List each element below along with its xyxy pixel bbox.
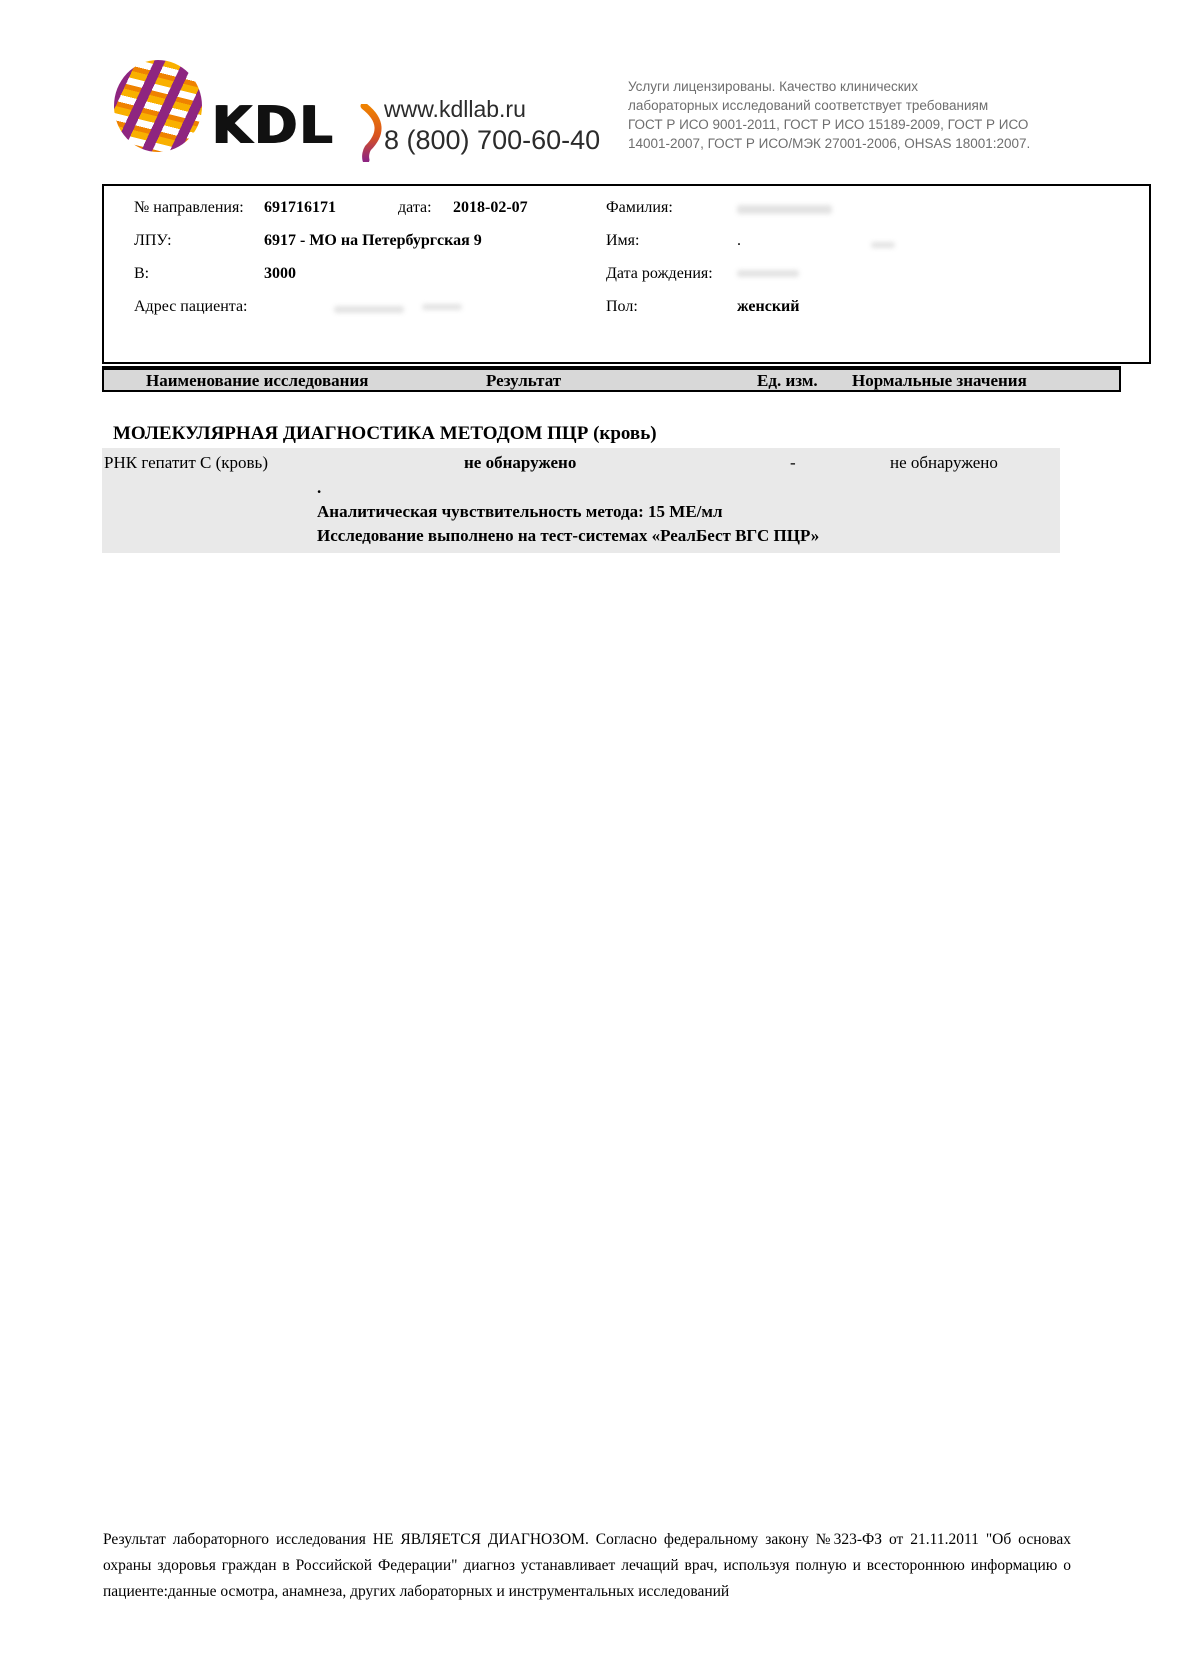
kdl-swoosh-icon bbox=[360, 104, 386, 162]
field-lpu bbox=[134, 232, 606, 265]
phone-number: 8 (800) 700-60-40 bbox=[384, 125, 601, 155]
certification-line: Услуги лицензированы. Качество клинических bbox=[628, 79, 918, 94]
certification-line: лабораторных исследований соответствует требованиям bbox=[628, 98, 989, 113]
column-header-units: Ед. изм. bbox=[757, 371, 818, 390]
redacted-value bbox=[871, 242, 895, 248]
certification-line: ГОСТ Р ИСО 9001-2011, ГОСТ Р ИСО 15189-2009, ГОСТ Р ИСО bbox=[628, 117, 1029, 132]
field-surname bbox=[606, 199, 1146, 232]
redacted-value bbox=[737, 205, 832, 214]
certification-line: 14001-2007, ГОСТ Р ИСО/МЭК 27001-2006, OHSAS 18001:2007. bbox=[628, 136, 1031, 151]
kdl-logotype: KDL bbox=[212, 96, 335, 156]
field-label: ЛПУ: bbox=[134, 232, 172, 249]
field-value: 6917 - МО на Петербургская 9 bbox=[264, 232, 482, 249]
column-header-result: Результат bbox=[486, 371, 562, 390]
field-patient-address bbox=[134, 298, 606, 331]
section-title-pcr-diagnostics: МОЛЕКУЛЯРНАЯ ДИАГНОСТИКА МЕТОДОМ ПЦР (кровь) bbox=[113, 423, 657, 444]
disclaimer-text: Результат лабораторного исследования НЕ ЯВЛЯЕТСЯ ДИАГНОЗОМ. Согласно федеральному закону №323-ФЗ от 21.11.2011 "Об основах охраны здоровья граждан в Российской Федерации" диагноз устанавливает лечащий врач, используя полную и всестороннюю информацию о пациенте:данные осмотра, анамнеза, других лабораторных и инструментальных исследований bbox=[103, 1531, 1071, 1600]
field-v bbox=[134, 265, 606, 298]
field-value: женский bbox=[737, 298, 800, 315]
field-label: Пол: bbox=[606, 298, 638, 315]
column-header-normal-values: Нормальные значения bbox=[852, 371, 1027, 390]
field-label: Дата рождения: bbox=[606, 265, 713, 282]
field-label: Фамилия: bbox=[606, 199, 673, 216]
field-label: Имя: bbox=[606, 232, 640, 249]
redacted-value bbox=[334, 306, 404, 313]
field-referral-number bbox=[134, 199, 606, 232]
field-birth-date bbox=[606, 265, 1146, 298]
field-value: 691716171 bbox=[264, 199, 336, 216]
field-label: № направления: bbox=[134, 199, 244, 216]
patient-info-box bbox=[102, 184, 1151, 364]
field-label: В: bbox=[134, 265, 150, 282]
redacted-value bbox=[737, 270, 799, 277]
result-notes bbox=[317, 476, 819, 548]
test-unit: - bbox=[790, 453, 796, 472]
result-row-block bbox=[102, 448, 1060, 553]
column-header-test-name: Наименование исследования bbox=[146, 371, 369, 390]
results-table-header bbox=[102, 366, 1121, 392]
certification-text bbox=[628, 77, 1088, 153]
test-name: РНК гепатит С (кровь) bbox=[104, 453, 268, 472]
test-normal-value: не обнаружено bbox=[890, 453, 998, 472]
field-value: . bbox=[737, 232, 741, 249]
test-result: не обнаружено bbox=[464, 453, 577, 472]
redacted-value bbox=[422, 304, 462, 310]
result-note: . bbox=[317, 478, 322, 497]
field-label: дата: bbox=[398, 199, 432, 216]
field-value: 2018-02-07 bbox=[453, 199, 528, 216]
field-sex bbox=[606, 298, 1146, 331]
field-first-name bbox=[606, 232, 1146, 265]
kdl-logo-sphere-icon bbox=[114, 60, 202, 152]
field-value: 3000 bbox=[264, 265, 296, 282]
result-note: Исследование выполнено на тест-системах «РеалБест ВГС ПЦР» bbox=[317, 526, 820, 545]
result-note: Аналитическая чувствительность метода: 15 МЕ/мл bbox=[317, 502, 723, 521]
field-label: Адрес пациента: bbox=[134, 298, 248, 315]
website-url: www.kdllab.ru bbox=[384, 96, 526, 122]
contact-block bbox=[384, 96, 600, 156]
